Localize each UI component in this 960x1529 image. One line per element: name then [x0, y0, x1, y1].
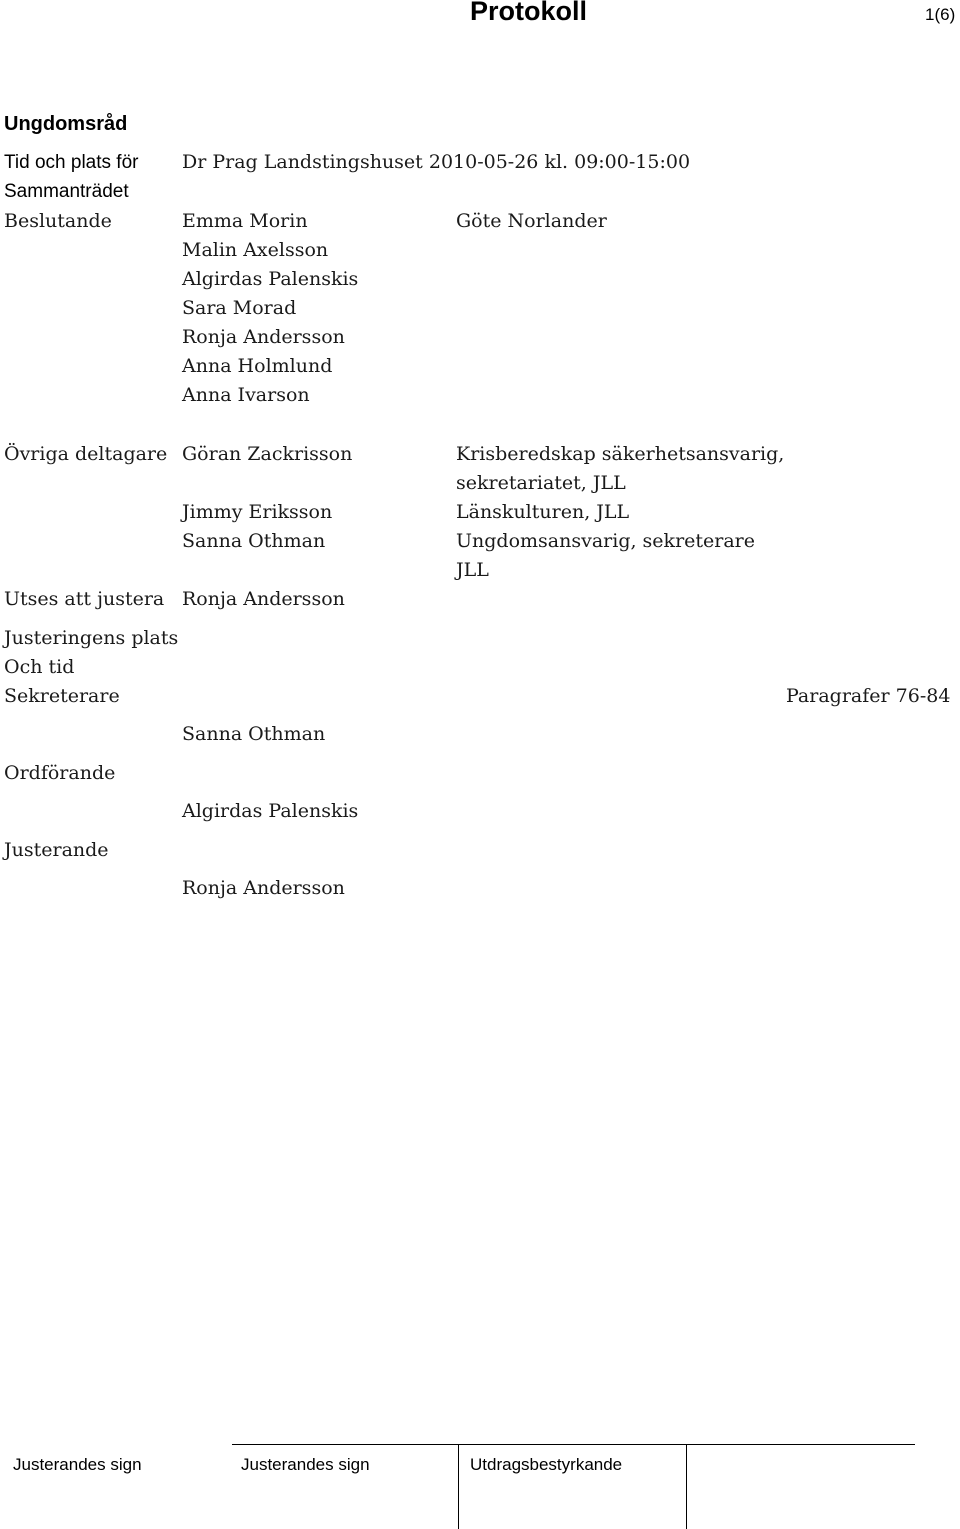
ovriga-role-3-line1: Ungdomsansvarig, sekreterare [456, 530, 756, 552]
ovriga-label: Övriga deltagare [4, 443, 168, 465]
utses-label: Utses att justera [4, 588, 165, 610]
time-place-label-line2: Sammanträdet [4, 181, 129, 202]
page-number: 1(6) [925, 5, 956, 24]
footer-sign-1: Justerandes sign [13, 1455, 142, 1474]
ovriga-role-3-line2: JLL [456, 559, 489, 581]
justerande-label: Justerande [4, 839, 109, 861]
footer-divider-1 [458, 1444, 459, 1529]
footer-divider-2 [686, 1444, 687, 1529]
beslutande-name-1: Emma Morin [182, 210, 308, 232]
time-place-value: Dr Prag Landstingshuset 2010-05-26 kl. 09:00-15:00 [182, 151, 691, 173]
ovriga-role-1-line1: Krisberedskap säkerhetsansvarig, [456, 443, 785, 465]
document-title: Protokoll [470, 0, 588, 26]
organization-name: Ungdomsråd [4, 113, 128, 135]
time-place-label-line1: Tid och plats för [4, 152, 139, 173]
beslutande-name-3: Algirdas Palenskis [182, 268, 359, 290]
beslutande-name-4: Sara Morad [182, 297, 297, 319]
beslutande-name-7: Anna Ivarson [182, 384, 310, 406]
ovriga-name-3: Sanna Othman [182, 530, 326, 552]
ordforande-label: Ordförande [4, 762, 116, 784]
ordforande-name: Algirdas Palenskis [182, 800, 359, 822]
beslutande-name-6: Anna Holmlund [182, 355, 333, 377]
beslutande-right-name: Göte Norlander [456, 210, 607, 232]
sekreterare-label: Sekreterare [4, 685, 120, 707]
justerande-name: Ronja Andersson [182, 877, 345, 899]
sekreterare-name: Sanna Othman [182, 723, 326, 745]
ovriga-name-1: Göran Zackrisson [182, 443, 353, 465]
beslutande-name-2: Malin Axelsson [182, 239, 329, 261]
justeringens-label-line1: Justeringens plats [4, 627, 179, 649]
ovriga-role-2-line1: Länskulturen, JLL [456, 501, 630, 523]
beslutande-name-5: Ronja Andersson [182, 326, 345, 348]
footer-top-rule [232, 1444, 915, 1445]
footer-sign-2: Justerandes sign [241, 1455, 370, 1474]
ovriga-role-1-line2: sekretariatet, JLL [456, 472, 626, 494]
footer-sign-3: Utdragsbestyrkande [470, 1455, 623, 1474]
paragrafer-text: Paragrafer 76-84 [786, 685, 951, 707]
justeringens-label-line2: Och tid [4, 656, 75, 678]
utses-value: Ronja Andersson [182, 588, 345, 610]
ovriga-name-2: Jimmy Eriksson [182, 501, 333, 523]
beslutande-label: Beslutande [4, 210, 112, 232]
